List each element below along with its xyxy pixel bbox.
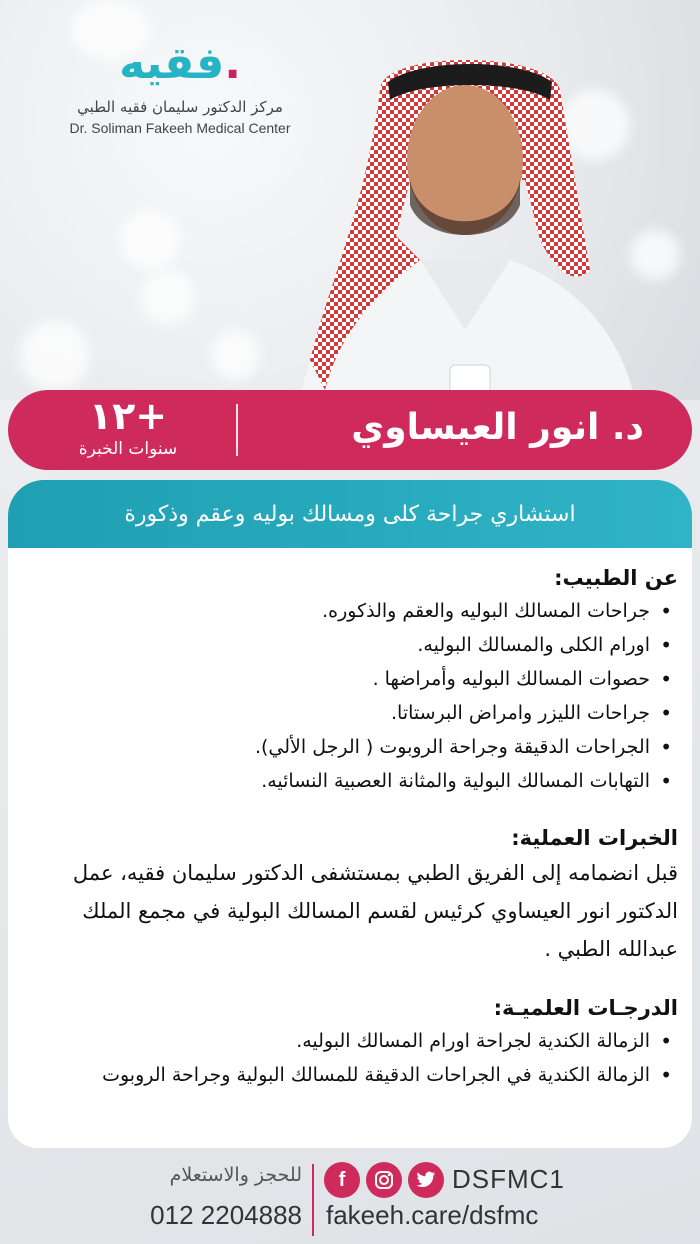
experience-badge (48, 394, 208, 460)
doctor-details-card (8, 548, 692, 1148)
bokeh-light (20, 320, 90, 390)
facebook-icon[interactable]: f (324, 1162, 360, 1198)
list-item: • حصوات المسالك البوليه وأمراضها . (26, 662, 674, 696)
list-item: • اورام الكلى والمسالك البوليه. (26, 628, 674, 662)
center-name-ar: مركز الدكتور سليمان فقيه الطبي (77, 98, 283, 116)
doctor-name-banner (8, 390, 692, 470)
experience-years: ١٢+ (88, 394, 168, 438)
experience-title: الخبرات العملية: (511, 826, 678, 850)
social-handle[interactable]: DSFMC1 (452, 1164, 565, 1194)
bokeh-light (140, 270, 195, 325)
list-item: • جراحات المسالك البوليه والعقم والذكوره. (26, 594, 674, 628)
website-link[interactable]: fakeeh.care/dsfmc (326, 1200, 539, 1230)
twitter-icon[interactable] (408, 1162, 444, 1198)
logo-text: فقيه (119, 38, 225, 89)
doctor-photo (270, 30, 660, 400)
list-item: • الجراحات الدقيقة وجراحة الروبوت ( الرجل الألي). (26, 730, 674, 764)
social-icons (324, 1162, 444, 1202)
degrees-title: الدرجـات العلميـة: (493, 996, 678, 1020)
list-item: • جراحات الليزر وامراض البرستاتا. (26, 696, 674, 730)
instagram-icon[interactable] (366, 1162, 402, 1198)
hero-section (0, 0, 700, 400)
booking-label: للحجز والاستعلام (169, 1164, 302, 1186)
about-title: عن الطبيب: (554, 566, 678, 590)
experience-text: قبل انضمامه إلى الفريق الطبي بمستشفى الدكتور سليمان فقيه، عمل الدكتور انور العيساوي كرئيس لقسم المسالك البولية في مجمع الملك عبدالله الطبي . (72, 861, 678, 961)
banner-divider (236, 404, 238, 456)
phone-number[interactable]: 012 2204888 (150, 1200, 302, 1230)
list-item: • الزمالة الكندية في الجراحات الدقيقة للمسالك البولية وجراحة الروبوت (26, 1058, 674, 1092)
experience-label: سنوات الخبرة (78, 439, 178, 459)
bokeh-light (210, 330, 260, 380)
about-list (26, 594, 674, 798)
logo-mark: فقيه. (119, 38, 241, 89)
doctor-name: د. انور العيساوي (351, 407, 644, 448)
bokeh-light (120, 210, 180, 270)
footer-divider (312, 1164, 314, 1236)
center-name-en: Dr. Soliman Fakeeh Medical Center (69, 120, 291, 136)
list-item: • الزمالة الكندية لجراحة اورام المسالك البوليه. (26, 1024, 674, 1058)
list-item: • التهابات المسالك البولية والمثانة العصبية النسائيه. (26, 764, 674, 798)
contact-footer (0, 1152, 700, 1244)
degrees-list (26, 1024, 674, 1092)
doctor-specialty: استشاري جراحة كلى ومسالك بوليه وعقم وذكورة (8, 480, 692, 550)
